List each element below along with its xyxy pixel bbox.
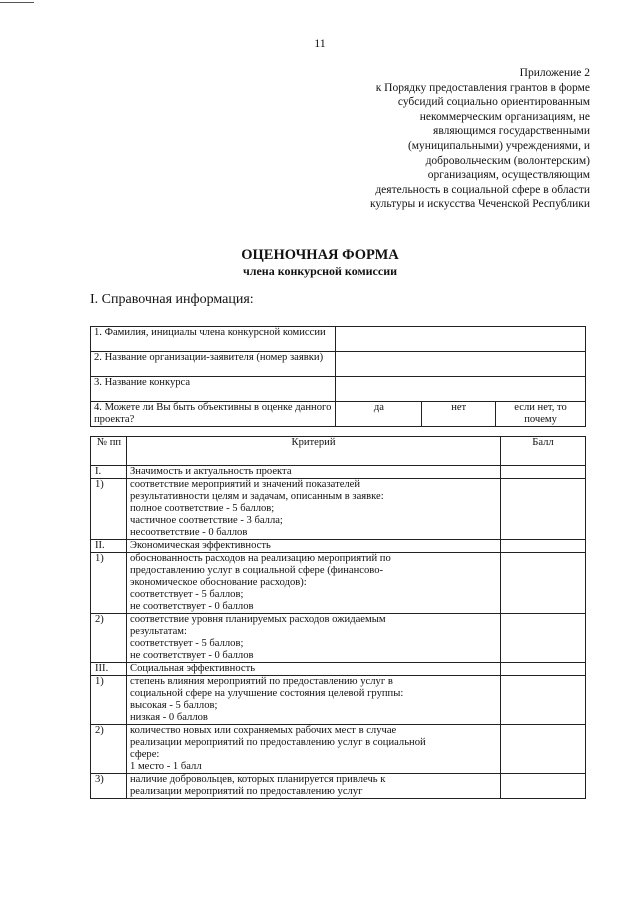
criteria-row <box>91 540 586 553</box>
criteria-line: соответствие мероприятий и значений показателей <box>130 479 361 490</box>
criteria-num: III. <box>91 663 127 676</box>
criteria-line: результатам: <box>130 626 187 637</box>
info-value-cell[interactable] <box>336 327 586 352</box>
criteria-num: II. <box>91 540 127 553</box>
criteria-line: социальной сфере на улучшение состояния целевой группы: <box>130 688 404 699</box>
criteria-line: количество новых или сохраняемых рабочих мест в случае <box>130 725 397 736</box>
criteria-line: не соответствует - 0 баллов <box>130 601 254 612</box>
criteria-row <box>91 553 586 614</box>
appendix-line: являющимся государственными <box>433 125 590 138</box>
criteria-num: 2) <box>91 725 127 774</box>
criteria-num: 3) <box>91 774 127 799</box>
criteria-row <box>91 725 586 774</box>
criteria-line: не соответствует - 0 баллов <box>130 650 254 661</box>
criteria-line: реализации мероприятий по предоставлению услуг в социальной <box>130 737 426 748</box>
criteria-line: низкая - 0 баллов <box>130 712 208 723</box>
option-why-not[interactable]: если нет, то почему <box>496 402 586 427</box>
criteria-line: Экономическая эффективность <box>130 540 271 551</box>
criteria-num: 1) <box>91 676 127 725</box>
criteria-line: Значимость и актуальность проекта <box>130 466 292 477</box>
form-title-sub: члена конкурсной комиссии <box>242 264 398 278</box>
criteria-num: 1) <box>91 553 127 614</box>
criteria-line: степень влияния мероприятий по предоставлению услуг в <box>130 676 393 687</box>
option-yes[interactable]: да <box>336 402 422 427</box>
criteria-line: Социальная эффективность <box>130 663 256 674</box>
form-title-main: ОЦЕНОЧНАЯ ФОРМА <box>241 247 399 263</box>
criteria-text <box>127 553 501 614</box>
criteria-line: наличие добровольцев, которых планируется привлечь к <box>130 774 386 785</box>
appendix-line: культуры и искусства Чеченской Республики <box>369 198 590 211</box>
score-cell[interactable] <box>501 479 586 540</box>
criteria-text <box>127 479 501 540</box>
appendix-line: некоммерческим организациям, не <box>419 110 590 123</box>
info-label: 2. Название организации-заявителя (номер заявки) <box>91 352 336 377</box>
info-label: 4. Можете ли Вы быть объективны в оценке данного проекта? <box>91 402 336 427</box>
criteria-num: 1) <box>91 479 127 540</box>
score-cell[interactable] <box>501 466 586 479</box>
criteria-line: обоснованность расходов на реализацию мероприятий по <box>130 553 391 564</box>
info-label: 3. Название конкурса <box>91 377 336 402</box>
score-cell[interactable] <box>501 774 586 799</box>
criteria-line: реализации мероприятий по предоставлению услуг <box>130 786 363 797</box>
option-no[interactable]: нет <box>422 402 496 427</box>
criteria-line: сфере: <box>130 749 160 760</box>
info-label: 1. Фамилия, инициалы члена конкурсной комиссии <box>91 327 336 352</box>
criteria-line: полное соответствие - 5 баллов; <box>130 503 275 514</box>
criteria-row <box>91 663 586 676</box>
header-num: № пп <box>91 437 127 466</box>
page-number: 11 <box>314 36 326 50</box>
appendix-line: добровольческим (волонтерским) <box>425 154 590 167</box>
criteria-line: несоответствие - 0 баллов <box>130 527 248 538</box>
info-row <box>91 402 586 427</box>
criteria-line: соответствие уровня планируемых расходов ожидаемым <box>130 614 386 625</box>
header-criterion: Критерий <box>127 437 501 466</box>
criteria-row <box>91 479 586 540</box>
appendix-line: деятельность в социальной сфере в области <box>375 183 590 196</box>
appendix-line: организациям, осуществляющим <box>427 169 590 182</box>
criteria-text <box>127 540 501 553</box>
criteria-row <box>91 774 586 799</box>
info-row <box>91 352 586 377</box>
header-score: Балл <box>501 437 586 466</box>
criteria-row <box>91 466 586 479</box>
info-value-cell[interactable] <box>336 352 586 377</box>
criteria-header-row <box>91 437 586 466</box>
info-row <box>91 377 586 402</box>
appendix-line: к Порядку предоставления грантов в форме <box>375 81 590 94</box>
appendix-note <box>290 66 590 212</box>
criteria-line: результативности целям и задачам, описанным в заявке: <box>130 491 384 502</box>
criteria-line: предоставлению услуг в социальной сфере (финансово- <box>130 565 384 576</box>
appendix-line: (муниципальными) учреждениями, и <box>407 139 590 152</box>
criteria-text <box>127 774 501 799</box>
score-cell[interactable] <box>501 725 586 774</box>
criteria-line: соответствует - 5 баллов; <box>130 589 244 600</box>
criteria-line: экономическое обоснование расходов): <box>130 577 307 588</box>
score-cell[interactable] <box>501 676 586 725</box>
score-cell[interactable] <box>501 663 586 676</box>
score-cell[interactable] <box>501 540 586 553</box>
criteria-num: I. <box>91 466 127 479</box>
criteria-line: высокая - 5 баллов; <box>130 700 218 711</box>
criteria-table <box>90 436 586 799</box>
criteria-row <box>91 614 586 663</box>
criteria-text <box>127 614 501 663</box>
appendix-line: субсидий социально ориентированным <box>397 96 590 109</box>
criteria-row <box>91 676 586 725</box>
info-value-cell[interactable] <box>336 377 586 402</box>
score-cell[interactable] <box>501 614 586 663</box>
criteria-text <box>127 676 501 725</box>
section-heading: I. Справочная информация: <box>90 292 254 307</box>
info-table <box>90 326 586 427</box>
appendix-line: Приложение 2 <box>519 67 590 79</box>
criteria-line: соответствует - 5 баллов; <box>130 638 244 649</box>
score-cell[interactable] <box>501 553 586 614</box>
criteria-text <box>127 466 501 479</box>
form-title <box>0 246 640 278</box>
criteria-text <box>127 725 501 774</box>
criteria-text <box>127 663 501 676</box>
criteria-line: 1 место - 1 балл <box>130 761 202 772</box>
corner-mark <box>0 2 34 3</box>
info-row <box>91 327 586 352</box>
criteria-line: частичное соответствие - 3 балла; <box>130 515 283 526</box>
criteria-num: 2) <box>91 614 127 663</box>
